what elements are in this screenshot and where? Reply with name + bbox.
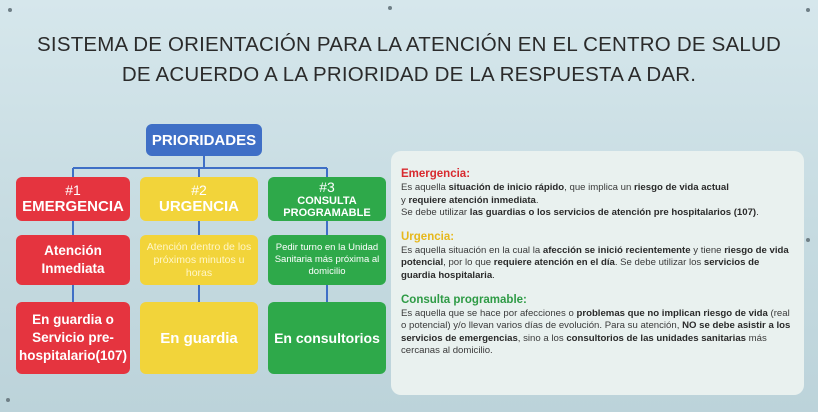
definition-heading: Consulta programable: xyxy=(401,293,527,306)
priority-2-number: #2 xyxy=(191,181,207,198)
priority-1-label: EMERGENCIA xyxy=(22,197,124,215)
priority-1-where: En guardia o Servicio pre-hospitalario(107) xyxy=(16,302,130,374)
priority-2-label: URGENCIA xyxy=(158,197,239,215)
priority-3-label: CONSULTA PROGRAMABLE xyxy=(283,194,371,219)
title-line-2: DE ACUERDO A LA PRIORIDAD DE LA RESPUESTA A DAR. xyxy=(121,63,697,86)
priority-2-attention: Atención dentro de los próximos minutos u horas xyxy=(140,235,258,285)
definition-emergencia xyxy=(401,168,794,220)
priority-3-number: #3 xyxy=(319,178,335,195)
priorities-root-box: PRIORIDADES xyxy=(146,124,262,156)
definition-heading: Urgencia: xyxy=(401,230,455,243)
definition-text: Es aquella situación en la cual la afección se inició recientemente y tiene riesgo de vida potencial, por lo que requiere atención en el día. Se debe utilizar los servicios de guardia hospitalaria. xyxy=(401,244,789,281)
definition-heading: Emergencia: xyxy=(401,168,471,180)
definition-consulta xyxy=(401,294,794,358)
title-line-1: SISTEMA DE ORIENTACIÓN PARA LA ATENCIÓN EN EL CENTRO DE SALUD xyxy=(37,33,781,56)
priority-3-attention: Pedir turno en la Unidad Sanitaria más próxima al domicilio xyxy=(268,235,386,285)
definition-text: Es aquella que se hace por afecciones o problemas que no implican riesgo de vida (real o potencial) y/o llevan varios días de evolución. Para su atención, NO se debe asistir a los servicios de emergencias, sino a los consultorios de las unidades sanitarias más cercanas al domicilio. xyxy=(401,307,791,357)
priority-3-where: En consultorios xyxy=(268,302,386,374)
priority-1-attention: Atención Inmediata xyxy=(16,235,130,285)
priority-3-header xyxy=(268,177,386,221)
priority-2-where: En guardia xyxy=(140,302,258,374)
priority-1-number: #1 xyxy=(65,181,81,198)
definition-text: Es aquella situación de inicio rápido, que implica un riesgo de vida actual y requiere atención inmediata. Se debe utilizar las guardias o los servicios de atención pre hospitalarios (107). xyxy=(401,182,759,219)
priority-1-header xyxy=(16,177,130,221)
definitions-panel xyxy=(391,151,804,395)
definition-urgencia xyxy=(401,231,794,283)
priority-2-header xyxy=(140,177,258,221)
